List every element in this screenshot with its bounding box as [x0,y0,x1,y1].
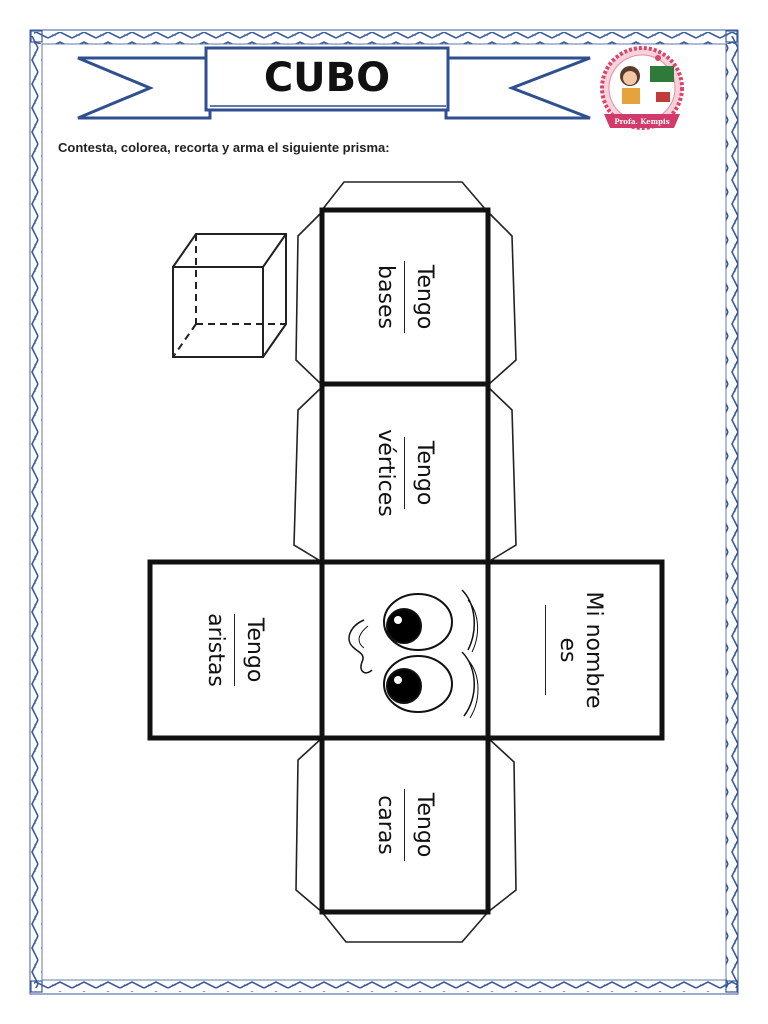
face-left-line2: aristas [203,613,229,687]
face-top-line1: Tengo [412,264,438,330]
answer-line [405,789,406,861]
answer-line [546,605,547,695]
face-top-line2: bases [373,265,399,329]
face-bottom-line2: caras [373,795,399,855]
face-bottom-line1: Tengo [412,792,438,858]
cartoon-face-icon [349,590,478,718]
logo-text: Profa. Kempis [614,117,670,126]
face-bottom-label [322,740,488,910]
answer-line [405,261,406,333]
page-title: CUBO [263,55,391,101]
teacher-avatar-badge [602,48,682,128]
face-right-line1: Mi nombre [581,591,607,709]
cube-illustration [173,234,286,357]
answer-line [235,614,236,686]
answer-line [405,437,406,509]
face-left-label [151,565,319,735]
face-upper-label [322,386,488,560]
face-top-label [322,212,488,382]
face-left-line1: Tengo [242,617,268,683]
face-upper-line1: Tengo [412,440,438,506]
face-right-label [491,565,659,735]
face-upper-line2: vértices [373,429,399,517]
face-right-line2: es [555,637,581,663]
instruction-text: Contesta, colorea, recorta y arma el siguiente prisma: [58,140,390,155]
